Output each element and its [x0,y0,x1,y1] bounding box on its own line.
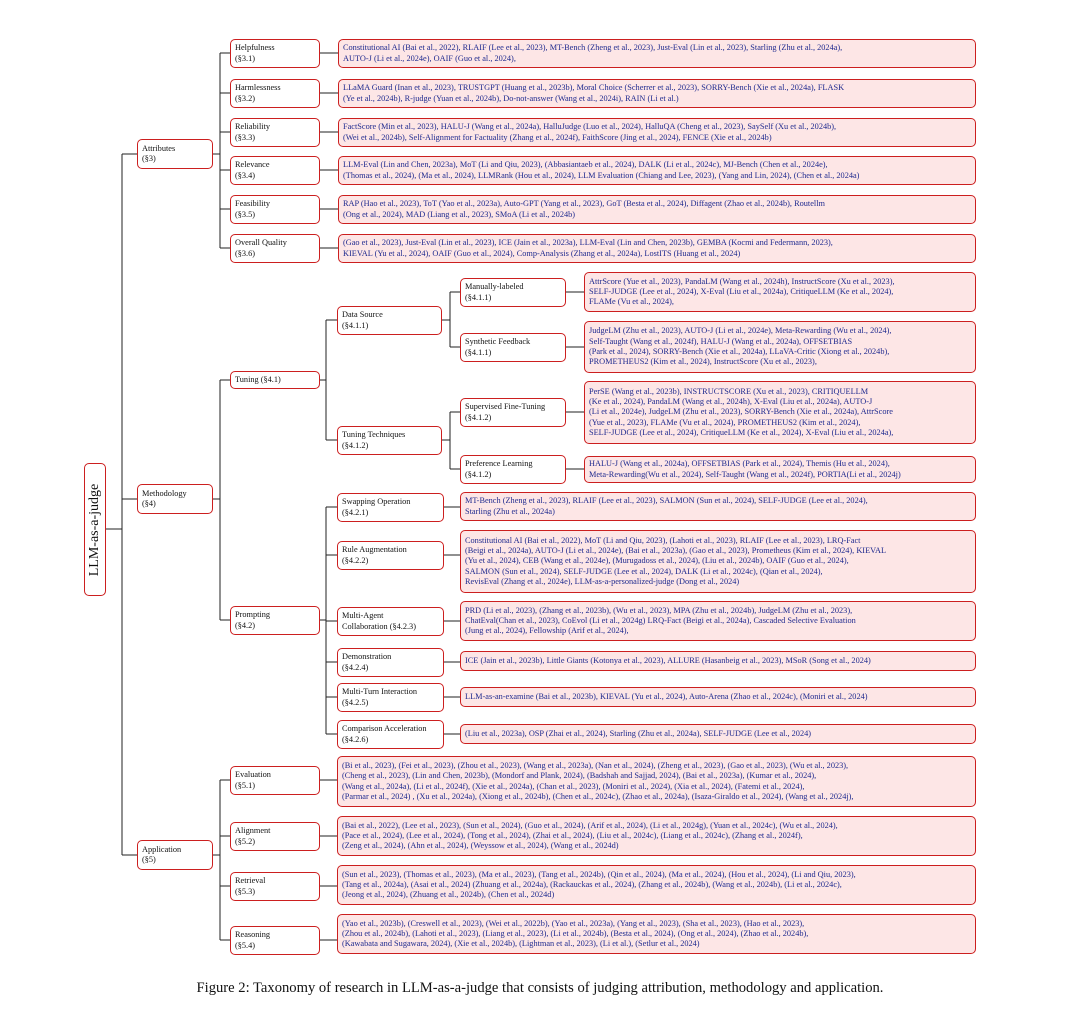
node-section: (§4.1.2) [465,469,492,479]
node-overall-quality [230,234,320,263]
node-title: Application [142,844,182,854]
connector-methodology [213,380,230,620]
refs-alignment: (Bai et al., 2022), (Lee et al., 2023), (Sun et al., 2024), (Guo et al., 2024), (Arif et al., 2024), (Li et al., 2024g), (Yuan et al., 2024c), (Wu et al., 2024), (Pace et al., 2024), (Lee et al., 2024), (Tong et al., 2024), (Zhai et al., 2024), (Liu et al., 2024c), (Liang et al., 2024c), (Zhang et al., 2024f), (Zeng et al., 2024), (Ahn et al., 2024), (Weyssow et al., 2024), (Wang et al., 2024d) [337,816,976,856]
connector-prompting [320,507,337,734]
node-data-source [337,306,442,335]
node-reliability [230,118,320,147]
node-title: Reliability [235,122,271,132]
node-title: Relevance [235,160,270,170]
node-title: Overall Quality [235,238,287,248]
node-retrieval [230,872,320,901]
refs-evaluation: (Bi et al., 2023), (Fei et al., 2023), (Zhou et al., 2023), (Wang et al., 2023a), (Nan et al., 2024), (Zheng et al., 2023), (Gao et al., 2023), (Wu et al., 2023), (Cheng et al., 2023), (Lin and Chen, 2023b), (Mondorf and Plank, 2024), (Badshah and Sajjad, 2024), (Bai et al., 2023a), (Kumar et al., 2024), (Wang et al., 2024a), (Li et al., 2024f), (Xie et al., 2024a), (Chan et al., 2023), (Moniri et al., 2024), (Xia et al., 2024), (Fatemi et al., 2024), (Parmar et al., 2024) , (Xu et al., 2024a), (Xiong et al., 2024b), (Chen et al., 2024c), (Zhao et al., 2024a), (Isaza-Giraldo et al., 2024), (Wang et al., 2024j), [337,756,976,807]
node-tuning [230,371,320,389]
connector-tuning-leaves [566,292,584,469]
node-section: (§3) [142,154,156,163]
node-section: (§3.3) [235,132,256,142]
node-supervised-fine-tuning [460,398,566,427]
node-prompting [230,606,320,635]
node-title: Demonstration [342,652,392,662]
node-harmlessness [230,79,320,108]
refs-manually-labeled: AttrScore (Yue et al., 2023), PandaLM (Wang et al., 2024h), InstructScore (Xu et al., 2023), SELF-JUDGE (Lee et al., 2024), X-Eval (Liu et al., 2024a), CritiqueLLM (Ke et al., 2024), FLAMe (Vu et al., 2024), [584,272,976,312]
connector-techniques [442,412,460,469]
node-section: (§3.6) [235,248,256,258]
node-title: Multi-Turn Interaction [342,687,418,697]
node-synthetic-feedback [460,333,566,362]
node-section: (§4.1.2) [342,440,369,450]
refs-relevance: LLM-Eval (Lin and Chen, 2023a), MoT (Li and Qiu, 2023), (Abbasiantaeb et al., 2024), DALK (Li et al., 2024c), MJ-Bench (Chen et al., 2024e), (Thomas et al., 2024), (Ma et al., 2024), LLMRank (Hou et al., 2024), LLM Evaluation (Chiang and Lee, 2023), (Yang and Lin, 2024), (Chen et al., 2024a) [338,156,976,185]
node-methodology [137,484,213,514]
node-title: Synthetic Feedback [465,337,531,347]
refs-helpfulness: Constitutional AI (Bai et al., 2022), RLAIF (Lee et al., 2023), MT-Bench (Zheng et al., 2023), Just-Eval (Lin et al., 2023), Starling (Zhu et al., 2024a), AUTO-J (Li et al., 2024e), OAIF (Guo et al., 2024), [338,39,976,68]
node-section: (§5.3) [235,886,256,896]
node-section: (§4.2.2) [342,555,369,565]
connector-prompting-leaves [444,507,460,734]
figure-caption: Figure 2: Taxonomy of research in LLM-as-a-judge that consists of judging attribution, methodology and application. [196,980,884,996]
node-title: Rule Augmentation [342,545,407,555]
node-title: Data Source [342,310,383,320]
root-node [84,463,106,596]
node-preference-learning [460,455,566,484]
connector-app-leaves [320,780,337,940]
connector-datasource [442,292,460,347]
node-title: Preference Learning [465,459,533,469]
connector-application [213,780,230,940]
node-title: Supervised Fine-Tuning [465,402,546,412]
node-alignment [230,822,320,851]
node-section: (§4.2) [235,620,256,630]
node-section: (§4.1.2) [465,412,492,422]
node-swapping-operation [337,493,444,522]
node-section: (§5) [142,855,156,864]
connector-tuning [320,320,337,440]
node-title: Feasibility [235,199,271,209]
node-comparison-acceleration [337,720,444,749]
node-section: (§4.2.4) [342,662,369,672]
node-title-line2: Collaboration (§4.2.3) [342,621,416,631]
node-section: (§3.2) [235,93,256,103]
refs-reliability: FactScore (Min et al., 2023), HALU-J (Wang et al., 2024a), HalluJudge (Luo et al., 2024), HalluQA (Cheng et al., 2023), SaySelf (Xu et al., 2024b), (Wei et al., 2024b), Self-Alignment for Factuality (Zhang et al., 2024f), FaithScore (Jing et al., 2024), FENCE (Xie et al., 2024b) [338,118,976,147]
refs-supervised-fine-tuning: PerSE (Wang et al., 2023b), INSTRUCTSCORE (Xu et al., 2023), CRITIQUELLM (Ke et al., 2024), PandaLM (Wang et al., 2024h), X-Eval (Liu et al., 2024a), AUTO-J (Li et al., 2024e), JudgeLM (Zhu et al., 2023), SORRY-Bench (Xie et al., 2024a), AttrScore (Yue et al., 2023), FLAMe (Vu et al., 2024), PROMETHEUS2 (Kim et al., 2024), SELF-JUDGE (Lee et al., 2024), CritiqueLLM (Ke et al., 2024), X-Eval (Liu et al., 2024a), [584,381,976,444]
node-attributes [137,139,213,169]
node-relevance [230,156,320,185]
node-title: Comparison Acceleration [342,724,427,734]
node-title: Manually-labeled [465,282,524,292]
node-title: Reasoning [235,930,271,940]
node-section: (§3.5) [235,209,256,219]
node-section: (§5.4) [235,940,256,950]
refs-preference-learning: HALU-J (Wang et al., 2024a), OFFSETBIAS (Park et al., 2024), Themis (Hu et al., 2024), Meta-Rewarding(Wu et al., 2024), Self-Taught (Wang et al., 2024f), PORTIA(Li et al., 2024j) [584,456,976,483]
refs-overall-quality: (Gao et al., 2023), Just-Eval (Lin et al., 2023), ICE (Jain et al., 2023a), LLM-Eval (Lin and Chen, 2023b), GEMBA (Kocmi and Federmann, 2023), KIEVAL (Yu et al., 2024), OAIF (Guo et al., 2024), Comp-Analysis (Zhang et al., 2024a), LostITS (Huang et al., 2024) [338,234,976,263]
connector-root [106,154,137,855]
refs-swapping-operation: MT-Bench (Zheng et al., 2023), RLAIF (Lee et al., 2023), SALMON (Sun et al., 2024), SELF-JUDGE (Lee et al., 2024), Starling (Zhu et al., 2024a) [460,492,976,521]
node-section: (§5.2) [235,836,256,846]
node-title: Methodology [142,488,187,498]
refs-multi-turn-interaction: LLM-as-an-examine (Bai et al., 2023b), KIEVAL (Yu et al., 2024), Auto-Arena (Zhao et al., 2024c), (Moniri et al., 2024) [460,687,976,707]
connector-attributes [213,53,230,248]
node-title: Prompting [235,610,271,620]
node-title: Harmlessness [235,83,281,93]
node-multi-turn-interaction [337,683,444,712]
refs-multi-agent: PRD (Li et al., 2023), (Zhang et al., 2023b), (Wu et al., 2023), MPA (Zhu et al., 2024b), JudgeLM (Zhu et al., 2023), ChatEval(Chan et al., 2023), CoEvol (Li et al., 2024g) LRQ-Fact (Beigi et al., 2024a), Cascaded Selective Evaluation (Jung et al., 2024), Fellowship (Arif et al., 2024), [460,601,976,641]
node-helpfulness [230,39,320,68]
node-title: Swapping Operation [342,497,411,507]
node-section: (§5.1) [235,780,256,790]
node-section: (§4.1.1) [465,347,492,357]
node-section: (§4) [142,499,156,508]
refs-comparison-acceleration: (Liu et al., 2023a), OSP (Zhai et al., 2024), Starling (Zhu et al., 2024a), SELF-JUDGE (Lee et al., 2024) [460,724,976,744]
node-feasibility [230,195,320,224]
refs-retrieval: (Sun et al., 2023), (Thomas et al., 2023), (Ma et al., 2023), (Tang et al., 2024b), (Qin et al., 2024), (Ma et al., 2024), (Hou et al., 2024), (Li and Qiu, 2023), (Tang et al., 2024a), (Asai et al., 2024) (Zhuang et al., 2024a), (Rackauckas et al., 2024), (Zhang et al., 2024b), (Wang et al., 2024b), (Li et al., 2024c), (Jeong et al., 2024), (Zhuang et al., 2024b), (Chen et al., 2024d) [337,865,976,905]
refs-feasibility: RAP (Hao et al., 2023), ToT (Yao et al., 2023a), Auto-GPT (Yang et al., 2023), GoT (Besta et al., 2024), Diffagent (Zhao et al., 2024b), Routellm (Ong et al., 2024), MAD (Liang et al., 2023), SMoA (Li et al., 2024b) [338,195,976,224]
node-tuning-techniques [337,426,442,455]
node-reasoning [230,926,320,955]
node-section: (§4.1.1) [465,292,492,302]
node-manually-labeled [460,278,566,307]
node-title: Multi-Agent [342,611,384,621]
refs-reasoning: (Yao et al., 2023b), (Creswell et al., 2023), (Wei et al., 2022b), (Yao et al., 2023a), (Yang et al., 2023), (Sha et al., 2023), (Hao et al., 2023), (Zhou et al., 2024b), (Lahoti et al., 2023), (Liang et al., 2023), (Li et al., 2024b), (Besta et al., 2024), (Ong et al., 2024), (Zhao et al., 2024b), (Kawabata and Sugawara, 2024), (Xie et al., 2024b), (Lightman et al., 2023), (Li et al.), (Setlur et al., 2024) [337,914,976,954]
root-label: LLM-as-a-judge [87,483,102,576]
node-section: (§4.2.5) [342,697,369,707]
node-title: Tuning (§4.1) [235,374,281,384]
refs-synthetic-feedback: JudgeLM (Zhu et al., 2023), AUTO-J (Li et al., 2024e), Meta-Rewarding (Wu et al., 2024), Self-Taught (Wang et al., 2024f), HALU-J (Wang et al., 2024a), OFFSETBIAS (Park et al., 2024), SORRY-Bench (Xie et al., 2024a), LLaVA-Critic (Xiong et al., 2024b), PROMETHEUS2 (Kim et al., 2024), InstructScore (Xu et al., 2023), [584,321,976,373]
node-section: (§4.2.1) [342,507,369,517]
node-section: (§4.2.6) [342,734,369,744]
refs-demonstration: ICE (Jain et al., 2023b), Little Giants (Kotonya et al., 2023), ALLURE (Hasanbeig et al., 2023), MSoR (Song et al., 2024) [460,651,976,671]
node-demonstration [337,648,444,677]
node-application [137,840,213,870]
refs-rule-augmentation: Constitutional AI (Bai et al., 2022), MoT (Li and Qiu, 2023), (Lahoti et al., 2023), RLAIF (Lee et al., 2023), LRQ-Fact (Beigi et al., 2024a), AUTO-J (Li et al., 2024e), (Bai et al., 2023a), (Gao et al., 2023), Prometheus (Kim et al., 2024), KIEVAL (Yu et al., 2024), CEB (Wang et al., 2024e), (Murugadoss et al., 2024), (Liu et al., 2024b), OAIF (Guo et al., 2024), SALMON (Sun et al., 2024), SELF-JUDGE (Lee et al., 2024), DALK (Li et al., 2024c), (Qian et al., 2024), RevisEval (Zhang et al., 2024e), LLM-as-a-personalized-judge (Dong et al., 2024) [460,530,976,593]
connector-attr-leaves [320,53,338,248]
node-section: (§3.4) [235,170,256,180]
node-title: Attributes [142,143,176,153]
node-section: (§4.1.1) [342,320,369,330]
node-rule-augmentation [337,541,444,570]
node-title: Retrieval [235,876,266,886]
node-title: Evaluation [235,770,271,780]
node-section: (§3.1) [235,53,256,63]
node-multi-agent [337,607,444,636]
node-title: Tuning Techniques [342,430,406,440]
node-title: Helpfulness [235,43,275,53]
node-evaluation [230,766,320,795]
refs-harmlessness: LLaMA Guard (Inan et al., 2023), TRUSTGPT (Huang et al., 2023b), Moral Choice (Scherrer et al., 2023), SORRY-Bench (Xie et al., 2024a), FLASK (Ye et al., 2024b), R-judge (Yuan et al., 2024b), Do-not-answer (Wang et al., 2024i), RAIN (Li et al.) [338,79,976,108]
node-title: Alignment [235,826,271,836]
